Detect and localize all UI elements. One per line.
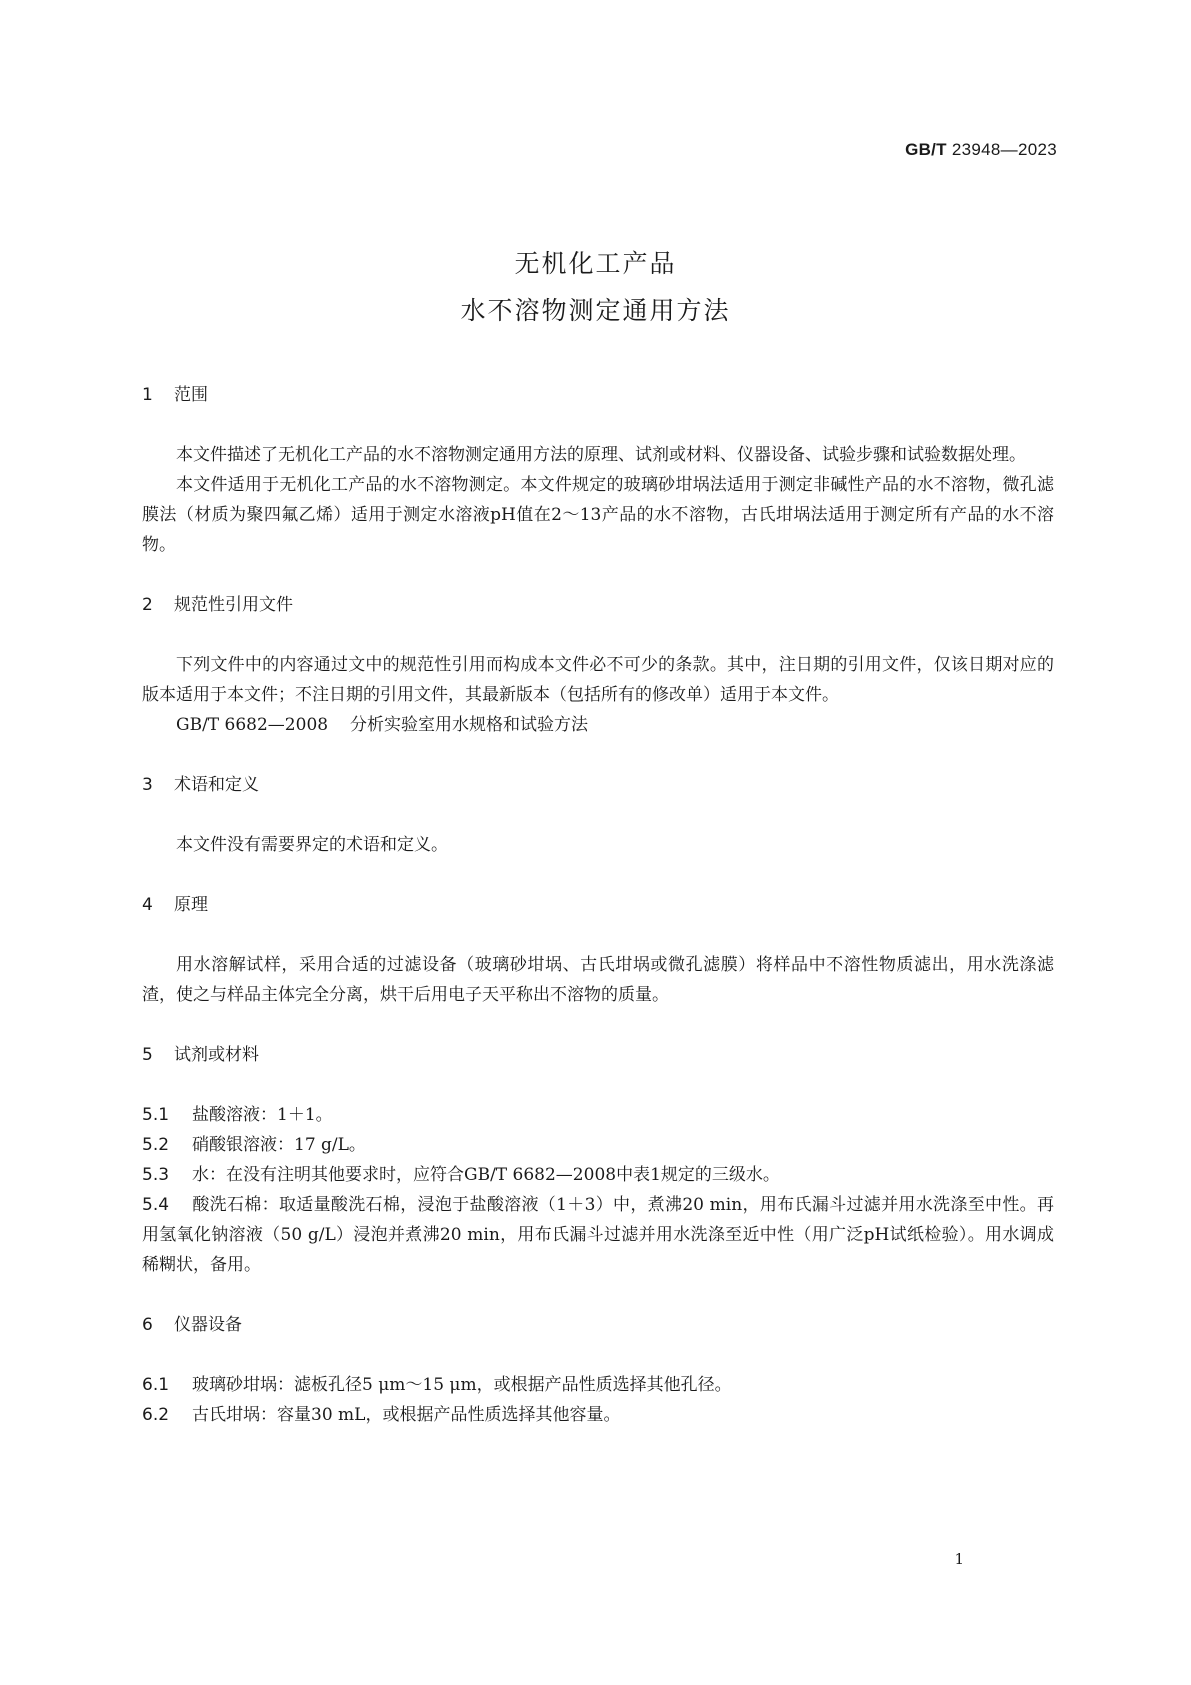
standard-prefix: GB/T: [905, 140, 947, 159]
section-heading: [142, 770, 1054, 800]
section-number: 4: [142, 895, 153, 915]
reference-entry: [142, 710, 1054, 740]
clause-number: 5.3: [142, 1165, 170, 1185]
clause-item: [142, 1130, 1054, 1160]
section-normative-references: [142, 590, 1054, 740]
paragraph: 本文件没有需要界定的术语和定义。: [176, 835, 448, 855]
clause-number: 5.2: [142, 1135, 170, 1155]
section-heading: [142, 890, 1054, 920]
section-terms: [142, 770, 1054, 860]
clause-text: 硝酸银溶液：17 g/L。: [192, 1135, 366, 1155]
section-number: 5: [142, 1045, 153, 1065]
section-number: 1: [142, 385, 153, 405]
section-title: 术语和定义: [174, 775, 259, 795]
title-line-2: 水不溶物测定通用方法: [460, 296, 731, 325]
paragraph: 用水溶解试样，采用合适的过滤设备（玻璃砂坩埚、古氏坩埚或微孔滤膜）将样品中不溶性物质滤出，用水洗涤滤渣，使之与样品主体完全分离，烘干后用电子天平称出不溶物的质量。: [142, 955, 1054, 1005]
clause-text: 酸洗石棉：取适量酸洗石棉，浸泡于盐酸溶液（1＋3）中，煮沸20 min，用布氏漏斗过滤并用水洗涤至中性。再用氢氧化钠溶液（50 g/L）浸泡并煮沸20 min，用布氏漏斗过滤并用水洗涤至近中性（用广泛pH试纸检验）。用水调成稀糊状，备用。: [142, 1195, 1054, 1275]
section-heading: [142, 380, 1054, 410]
clause-number: 6.2: [142, 1405, 170, 1425]
section-apparatus: [142, 1310, 1054, 1430]
section-number: 2: [142, 595, 153, 615]
document-title: [0, 240, 1191, 334]
document-body: [142, 380, 1054, 1460]
clause-text: 盐酸溶液：1＋1。: [192, 1105, 333, 1125]
section-reagents: [142, 1040, 1054, 1280]
section-title: 规范性引用文件: [174, 595, 293, 615]
clause-number: 5.4: [142, 1195, 170, 1215]
reference-title: 分析实验室用水规格和试验方法: [350, 715, 588, 735]
section-title: 仪器设备: [174, 1315, 242, 1335]
page-number: 1: [954, 1550, 964, 1568]
section-title: 范围: [174, 385, 208, 405]
title-line-1: 无机化工产品: [514, 249, 677, 278]
clause-text: 玻璃砂坩埚：滤板孔径5 μm～15 μm，或根据产品性质选择其他孔径。: [192, 1375, 732, 1395]
standard-number: [905, 140, 1057, 160]
standard-code: 23948—2023: [951, 140, 1057, 159]
paragraph: 本文件描述了无机化工产品的水不溶物测定通用方法的原理、试剂或材料、仪器设备、试验步骤和试验数据处理。: [176, 445, 1026, 465]
section-number: 3: [142, 775, 153, 795]
section-principle: [142, 890, 1054, 1010]
clause-number: 5.1: [142, 1105, 170, 1125]
clause-item: [142, 1160, 1054, 1190]
section-scope: [142, 380, 1054, 560]
section-heading: [142, 590, 1054, 620]
reference-code: GB/T 6682—2008: [176, 715, 329, 735]
paragraph: 本文件适用于无机化工产品的水不溶物测定。本文件规定的玻璃砂坩埚法适用于测定非碱性产品的水不溶物，微孔滤膜法（材质为聚四氟乙烯）适用于测定水溶液pH值在2～13产品的水不溶物，古氏坩埚法适用于测定所有产品的水不溶物。: [142, 475, 1054, 555]
section-title: 试剂或材料: [174, 1045, 259, 1065]
clause-text: 古氏坩埚：容量30 mL，或根据产品性质选择其他容量。: [192, 1405, 621, 1425]
clause-item: [142, 1400, 1054, 1430]
clause-text: 水：在没有注明其他要求时，应符合GB/T 6682—2008中表1规定的三级水。: [192, 1165, 780, 1185]
section-number: 6: [142, 1315, 153, 1335]
clause-item: [142, 1100, 1054, 1130]
section-heading: [142, 1310, 1054, 1340]
clause-item: [142, 1190, 1054, 1280]
section-title: 原理: [174, 895, 208, 915]
clause-number: 6.1: [142, 1375, 170, 1395]
section-heading: [142, 1040, 1054, 1070]
clause-item: [142, 1370, 1054, 1400]
paragraph: 下列文件中的内容通过文中的规范性引用而构成本文件必不可少的条款。其中，注日期的引用文件，仅该日期对应的版本适用于本文件；不注日期的引用文件，其最新版本（包括所有的修改单）适用于本文件。: [142, 655, 1054, 705]
